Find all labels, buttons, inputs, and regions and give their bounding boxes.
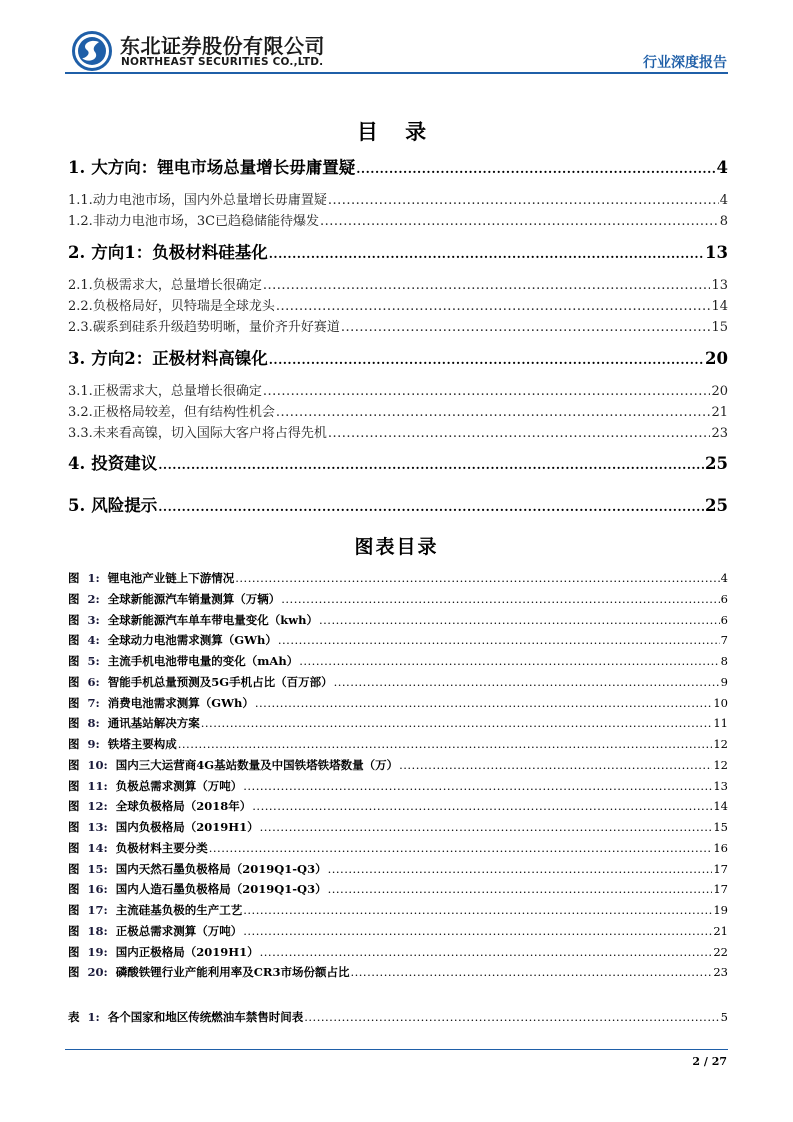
figure-number: 11: — [87, 778, 108, 793]
page-number: 19 — [713, 903, 728, 917]
page-number: 25 — [705, 454, 728, 473]
figure-number: 18: — [87, 923, 108, 938]
figure-prefix: 图 — [68, 695, 80, 710]
toc-figure-link[interactable] — [68, 610, 728, 631]
page-number: 13 — [711, 278, 728, 293]
figure-number: 7: — [87, 695, 100, 710]
toc-figure-link[interactable] — [68, 630, 728, 651]
page-number: 11 — [713, 716, 728, 731]
header-divider — [65, 72, 728, 74]
toc-figure-link[interactable] — [68, 1007, 728, 1028]
subsection-number: 1.1. — [68, 193, 93, 208]
figure-title: 国内三大运营商4G基站数量及中国铁塔铁塔数量（万） — [115, 757, 399, 772]
toc-figure-link[interactable] — [68, 962, 728, 983]
dot-leader — [356, 153, 715, 184]
table-number: 1: — [87, 1010, 100, 1024]
figure-number: 13: — [87, 820, 108, 834]
page-number: 4 — [716, 158, 728, 177]
table-prefix: 表 — [68, 1010, 80, 1024]
figure-prefix: 图 — [68, 923, 80, 938]
page-number: 13 — [713, 778, 728, 793]
figure-prefix: 图 — [68, 571, 80, 585]
page-number: 17 — [713, 882, 728, 897]
figure-number: 8: — [87, 716, 100, 731]
page-number: 23 — [711, 426, 728, 441]
subsection-title: 负极格局好，贝特瑞是全球龙头 — [92, 299, 275, 314]
figure-number: 12: — [87, 799, 108, 814]
figure-title: 锂电池产业链上下游情况 — [107, 571, 235, 585]
figure-number: 1: — [87, 571, 100, 585]
dot-leader — [341, 317, 711, 338]
page-number: 6 — [720, 591, 728, 606]
page-number: 20 — [711, 384, 728, 399]
figure-prefix: 图 — [68, 778, 80, 793]
figure-title: 国内负极格局（2019H1） — [115, 820, 259, 834]
dot-leader — [201, 713, 713, 734]
page-number: 15 — [713, 820, 728, 834]
dot-leader — [328, 879, 713, 900]
figure-prefix: 图 — [68, 861, 80, 876]
figure-title: 全球新能源汽车单车带电量变化（kwh） — [107, 612, 318, 627]
figure-prefix: 图 — [68, 882, 80, 897]
subsection-number: 1.2. — [68, 214, 93, 229]
figure-prefix: 图 — [68, 757, 80, 772]
figure-title: 国内正极格局（2019H1） — [115, 944, 259, 959]
toc-title: 目 录 — [356, 119, 437, 144]
figure-prefix: 图 — [68, 840, 80, 855]
dot-leader — [304, 1007, 719, 1028]
figure-number: 3: — [87, 612, 100, 627]
figure-title: 负极总需求测算（万吨） — [115, 778, 243, 793]
dot-leader — [350, 962, 712, 983]
section-title: 风险提示 — [91, 496, 158, 515]
page-number: 6 — [720, 612, 728, 627]
page-number: 23 — [713, 965, 728, 980]
toc-section-link[interactable] — [68, 491, 728, 521]
figure-prefix: 图 — [68, 716, 80, 731]
subsection-title: 非动力电池市场，3C已趋稳储能待爆发 — [92, 214, 320, 229]
dot-leader — [399, 755, 712, 776]
figure-title: 主流手机电池带电量的变化（mAh） — [107, 654, 299, 668]
page-number: 4 — [719, 193, 728, 208]
toc-figure-link[interactable] — [68, 568, 728, 589]
page-number: 4 — [720, 571, 728, 585]
section-title: 方向1：负极材料硅基化 — [91, 243, 268, 262]
figures-title: 图表目录 — [354, 536, 439, 558]
dot-leader — [299, 651, 719, 672]
page-number: 21 — [711, 405, 728, 420]
subsection-title: 正极需求大，总量增长很确定 — [92, 384, 262, 399]
subsection-number: 3.3. — [68, 426, 93, 441]
dot-leader — [278, 630, 720, 651]
dot-leader — [252, 796, 712, 817]
page-number: 12 — [713, 737, 728, 751]
toc-figure-link[interactable] — [68, 693, 728, 714]
figure-title: 负极材料主要分类 — [115, 840, 208, 855]
figure-number: 16: — [87, 882, 108, 897]
toc-section-link[interactable] — [68, 344, 728, 374]
dot-leader — [178, 734, 713, 755]
toc-figure-link[interactable] — [68, 859, 728, 880]
toc-figure-link[interactable] — [68, 817, 728, 838]
figure-number: 5: — [87, 654, 100, 668]
page-number: 14 — [711, 299, 728, 314]
figure-number: 19: — [87, 944, 108, 959]
figure-prefix: 图 — [68, 591, 80, 606]
dot-leader — [276, 402, 711, 423]
page-number: 7 — [720, 633, 728, 648]
figure-number: 17: — [87, 903, 108, 917]
toc-figure-link[interactable] — [68, 672, 728, 693]
section-number: 4. — [68, 454, 86, 473]
dot-leader — [263, 381, 711, 402]
page-number: 2 / 27 — [692, 1055, 727, 1068]
company-name-en: NORTHEAST SECURITIES CO.,LTD. — [121, 56, 324, 68]
dot-leader — [209, 838, 713, 859]
figure-title: 智能手机总量预测及5G手机占比（百万部） — [107, 674, 333, 689]
section-number: 1. — [68, 158, 86, 177]
toc-figure-link[interactable] — [68, 734, 728, 755]
figure-number: 15: — [87, 861, 108, 876]
figure-number: 9: — [87, 737, 100, 751]
page-number: 12 — [713, 757, 728, 772]
figure-number: 4: — [87, 633, 100, 648]
dot-leader — [328, 190, 719, 211]
toc-section-link[interactable] — [68, 238, 728, 268]
toc-figure-link[interactable] — [68, 942, 728, 963]
toc-figure-link[interactable] — [68, 838, 728, 859]
page-number: 8 — [719, 214, 728, 229]
footer-divider — [65, 1049, 728, 1050]
page-number: 17 — [713, 861, 728, 876]
dot-leader — [235, 568, 719, 589]
figure-prefix: 图 — [68, 965, 80, 980]
page-number: 5 — [720, 1010, 728, 1024]
page-number: 9 — [720, 674, 728, 689]
toc-subsection-link[interactable] — [68, 402, 728, 423]
page-number: 8 — [720, 654, 728, 668]
subsection-title: 碳系到硅系升级趋势明晰，量价齐升好赛道 — [92, 320, 340, 335]
toc-subsection-link[interactable] — [68, 317, 728, 338]
page-number: 13 — [705, 243, 728, 262]
toc-figure-link[interactable] — [68, 900, 728, 921]
dot-leader — [334, 672, 720, 693]
figure-prefix: 图 — [68, 737, 80, 751]
report-type: 行业深度报告 — [643, 55, 727, 71]
subsection-title: 负极需求大，总量增长很确定 — [92, 278, 262, 293]
section-number: 2. — [68, 243, 86, 262]
toc-figure-link[interactable] — [68, 879, 728, 900]
section-title: 方向2：正极材料高镍化 — [91, 349, 268, 368]
figure-list — [68, 568, 728, 983]
dot-leader — [158, 449, 704, 480]
toc-section-link[interactable] — [68, 153, 728, 183]
page-number: 21 — [713, 923, 728, 938]
figure-title: 全球负极格局（2018年） — [115, 799, 252, 814]
subsection-number: 2.3. — [68, 320, 93, 335]
toc-figure-link[interactable] — [68, 589, 728, 610]
subsection-number: 2.2. — [68, 299, 93, 314]
dot-leader — [243, 776, 712, 797]
dot-leader — [320, 211, 719, 232]
section-title: 投资建议 — [91, 454, 158, 473]
figure-number: 2: — [87, 591, 100, 606]
subsection-number: 3.1. — [68, 384, 93, 399]
figure-title: 国内天然石墨负极格局（2019Q1-Q3） — [115, 861, 327, 876]
figure-title: 磷酸铁锂行业产能利用率及CR3市场份额占比 — [115, 965, 350, 980]
page-number: 14 — [713, 799, 728, 814]
dot-leader — [276, 296, 711, 317]
dot-leader — [243, 900, 712, 921]
figure-prefix: 图 — [68, 820, 80, 834]
company-logo-icon — [72, 31, 112, 71]
figure-title: 主流硅基负极的生产工艺 — [115, 903, 243, 917]
dot-leader — [269, 344, 704, 375]
page-number: 20 — [705, 349, 728, 368]
toc-figure-link[interactable] — [68, 651, 728, 672]
figure-title: 通讯基站解决方案 — [107, 716, 200, 731]
page-header — [0, 0, 793, 80]
subsection-title: 正极格局较差，但有结构性机会 — [92, 405, 275, 420]
toc-subsection-link[interactable] — [68, 381, 728, 402]
subsection-title: 未来看高镍，切入国际大客户将占得先机 — [92, 426, 327, 441]
figure-prefix: 图 — [68, 654, 80, 668]
toc-figure-link[interactable] — [68, 921, 728, 942]
toc-subsection-link[interactable] — [68, 423, 728, 444]
company-name-cn: 东北证券股份有限公司 — [120, 34, 325, 58]
toc-figure-link[interactable] — [68, 713, 728, 734]
dot-leader — [328, 859, 713, 880]
page-number: 15 — [711, 320, 728, 335]
dot-leader — [328, 423, 711, 444]
section-number: 5. — [68, 496, 86, 515]
figure-prefix: 图 — [68, 612, 80, 627]
table-of-contents — [68, 153, 728, 521]
dot-leader — [243, 921, 712, 942]
figure-prefix: 图 — [68, 944, 80, 959]
toc-figure-link[interactable] — [68, 755, 728, 776]
figure-prefix: 图 — [68, 799, 80, 814]
dot-leader — [263, 275, 711, 296]
dot-leader — [260, 817, 713, 838]
toc-section-link[interactable] — [68, 449, 728, 479]
subsection-number: 2.1. — [68, 278, 93, 293]
figure-number: 6: — [87, 674, 100, 689]
figure-prefix: 图 — [68, 674, 80, 689]
figure-title: 全球新能源汽车销量测算（万辆） — [107, 591, 281, 606]
dot-leader — [281, 589, 719, 610]
section-number: 3. — [68, 349, 86, 368]
subsection-number: 3.2. — [68, 405, 93, 420]
page-number: 22 — [713, 944, 728, 959]
figure-title: 全球动力电池需求测算（GWh） — [107, 633, 277, 648]
table-title: 各个国家和地区传统燃油车禁售时间表 — [107, 1010, 304, 1024]
figure-prefix: 图 — [68, 903, 80, 917]
page-number: 10 — [713, 695, 728, 710]
section-title: 大方向：锂电市场总量增长毋庸置疑 — [91, 158, 356, 177]
dot-leader — [255, 693, 713, 714]
dot-leader — [319, 610, 720, 631]
figure-prefix: 图 — [68, 633, 80, 648]
dot-leader — [260, 942, 713, 963]
table-list — [68, 1007, 728, 1028]
figure-number: 20: — [87, 965, 108, 980]
figure-title: 消费电池需求测算（GWh） — [107, 695, 254, 710]
page-number: 16 — [713, 840, 728, 855]
toc-subsection-link[interactable] — [68, 296, 728, 317]
toc-figure-link[interactable] — [68, 776, 728, 797]
figure-title: 正极总需求测算（万吨） — [115, 923, 243, 938]
figure-title: 铁塔主要构成 — [107, 737, 177, 751]
toc-subsection-link[interactable] — [68, 275, 728, 296]
dot-leader — [269, 238, 704, 269]
toc-subsection-link[interactable] — [68, 211, 728, 232]
subsection-title: 动力电池市场，国内外总量增长毋庸置疑 — [92, 193, 327, 208]
figure-title: 国内人造石墨负极格局（2019Q1-Q3） — [115, 882, 327, 897]
page-number: 25 — [705, 496, 728, 515]
figure-number: 14: — [87, 840, 108, 855]
toc-subsection-link[interactable] — [68, 190, 728, 211]
figure-number: 10: — [87, 757, 108, 772]
toc-figure-link[interactable] — [68, 796, 728, 817]
dot-leader — [158, 491, 704, 522]
